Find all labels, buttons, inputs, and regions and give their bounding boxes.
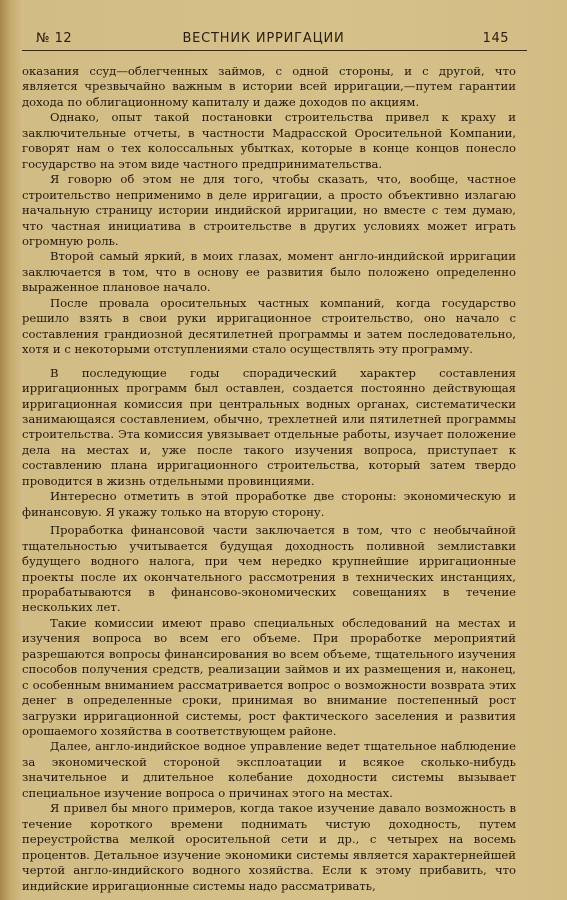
journal-title: ВЕСТНИК ИРРИГАЦИИ [182, 31, 345, 46]
paragraph-2: Однако, опыт такой постановки строительства привел к краху и заключительные отчеты, в частности Мадрасской Оросительной Компании, говорят нам о тех колоссальных убытках, которые в конце концов понесло государство на этом виде частного предпринимательства. [22, 110, 516, 171]
page-number: 145 [482, 31, 509, 46]
header-rule [22, 50, 527, 51]
paragraph-6: В последующие годы спорадический характер составления ирригационных программ был оставлен, создается постоянно действующая ирригационная комиссия при центральных водных органах, систематически занимающаяся составлением, обычно, трехлетней или пятилетней программы строительства. Эта комиссия увязывает отдельные работы, изучает положение дела на местах и, уже после такого изучения вопроса, приступает к составлению плана ирригационного строительства, который затем твердо проводится в жизнь отдельными провинциями. [22, 365, 516, 488]
paragraph-1: оказания ссуд—облегченных займов, с одной стороны, и с другой, что является чрезвычайно важным в истории всей ирригации,—путем гарантии дохода по облигационному капиталу и даже доходов по акциям. [22, 64, 516, 109]
paragraph-3: Я говорю об этом не для того, чтобы сказать, что, вообще, частное строительство неприменимо в деле ирригации, а просто объективно излагаю начальную страницу истории индийской ирригации, но вместе с тем думаю, что частная инициатива в строительстве в других условиях может играть огромную роль. [22, 172, 516, 248]
paragraph-7: Интересно отметить в этой проработке две стороны: экономическую и финансовую. Я укажу только на вторую сторону. [22, 489, 516, 519]
paragraph-10: Далее, англо-индийское водное управление ведет тщательное наблюдение за экономической стороной эксплоатации и всякое сколько-нибудь значительное и длительное колебание доходности системы вызывает специальное изучение вопроса о причинах этого на местах. [22, 739, 516, 800]
paragraph-5: После провала оросительных частных компаний, когда государство решило взять в свои руки ирригационное строительство, оно начало с составления грандиозной десятилетней программы и затем последовательно, хотя и с некоторыми отступлениями стало осуществлять эту программу. [22, 295, 516, 357]
article-body [22, 64, 516, 894]
running-header [18, 28, 509, 50]
paragraph-4: Второй самый яркий, в моих глазах, момент англо-индийской ирригации заключается в том, что в основу ее развития было положено определенно выраженное плановое начало. [22, 249, 516, 295]
paragraph-11: Я привел бы много примеров, когда такое изучение давало возможность в течение короткого времени поднимать чистую доходность, путем переустройства мелкой оросительной сети и др., с четырех на восемь процентов. Детальное изучение экономики системы является характернейшей чертой англо-индийского водного хозяйства. Если к этому прибавить, что индийские ирригационные системы надо рассматривать, [22, 801, 516, 893]
paragraph-9: Такие комиссии имеют право специальных обследований на местах и изучения вопроса во всем его объеме. При проработке мероприятий разрешаются вопросы финансирования во всем объеме, тщательного изучения способов получения средств, реализации займов и их размещения и, наконец, с особенным вниманием рассматривается вопрос о возможности возврата этих денег в определенные сроки, принимая во внимание постепенный рост загрузки ирригационной системы, рост фактического заселения и развития орошаемого хозяйства в соответствующем районе. [22, 615, 516, 739]
issue-number: № 12 [36, 31, 73, 46]
paragraph-8: Проработка финансовой части заключается в том, что с необычайной тщательностью учитывается будущая доходность поливной землиставки будущего водного налога, при чем нередко крупнейшие ирригационные проекты после их окончательного рассмотрения в технических инстанциях, прорабатываются в финансово-экономических совещаниях в течение нескольких лет. [22, 523, 516, 615]
